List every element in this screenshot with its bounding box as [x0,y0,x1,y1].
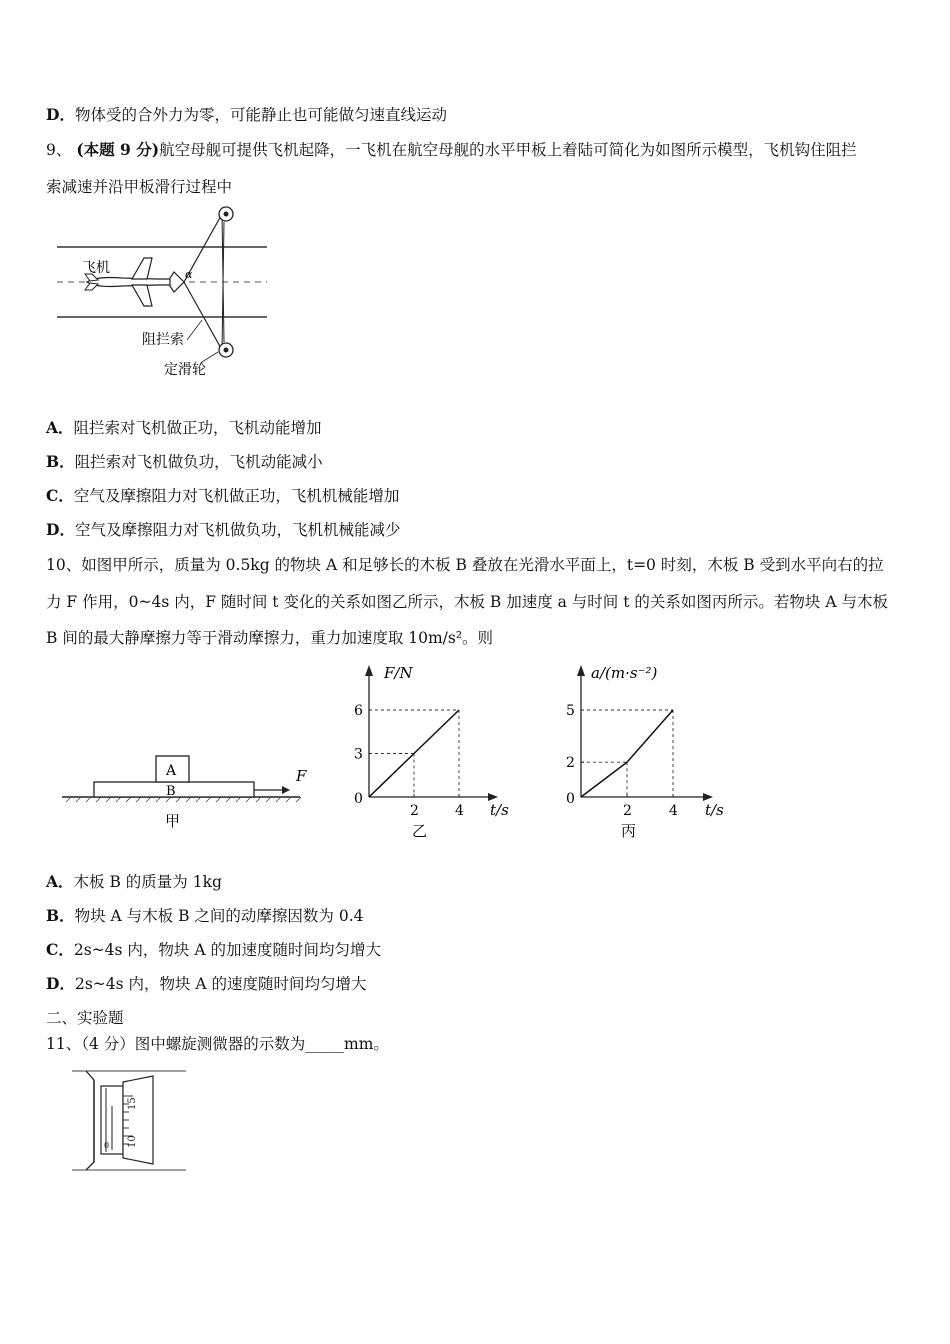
block-board-figure [60,740,330,840]
y-tick-label-5: 5 [566,703,575,719]
tail-hook [170,272,184,292]
q10-stem-line2: 力 F 作用，0~4s 内，F 随时间 t 变化的关系如图乙所示，木板 B 加速度 a 与时间 t 的关系如图丙所示。若物块 A 与木板 [46,593,888,611]
q10-option-a [46,870,222,892]
sleeve-left-edge [86,1071,94,1170]
option-label: B． [46,906,75,925]
y-tick-label-3: 3 [354,746,363,763]
x-tick-label-4: 4 [669,803,678,819]
option-label: A． [46,872,74,891]
q10-option-b [46,904,363,926]
x-axis-arrow-icon [488,793,498,801]
cable-label: 阻拦索 [142,332,184,348]
arresting-cable-figure [52,200,274,385]
plot-area [354,703,464,819]
q8-option-d [46,103,447,125]
y-axis-label: F/N [384,664,413,682]
option-text: 木板 B 的质量为 1kg [73,873,222,891]
y-tick-label-2: 2 [566,755,575,772]
a-t-chart [555,660,740,840]
option-label: D． [46,105,75,124]
origin-label: 0 [566,791,575,807]
y-axis-arrow-icon [577,665,585,676]
y-tick-label-6: 6 [354,703,363,719]
question-number: 9、 [46,141,72,159]
section-title: 二、实验题 [46,1009,124,1027]
q10-option-d [46,972,367,994]
x-axis-arrow-icon [703,793,713,801]
q9-stem-line1 [46,138,857,160]
tick-0: 0 [104,1141,110,1150]
option-label: C． [46,486,74,505]
q9-option-d [46,518,400,540]
pulley-label: 定滑轮 [164,362,206,378]
option-text: 空气及摩擦阻力对飞机做负功，飞机机械能减少 [74,521,401,539]
option-text: 阻拦索对飞机做正功，飞机动能增加 [73,419,322,437]
origin-label: 0 [354,791,363,807]
option-text: 物块 A 与木板 B 之间的动摩擦因数为 0.4 [74,907,364,925]
f-t-chart [340,660,525,840]
caption-bing: 丙 [621,822,637,840]
micrometer-figure [68,1066,193,1176]
tick-15: 15 [127,1097,138,1110]
option-label: D． [46,974,75,993]
option-label: C． [46,940,74,959]
block-a-label: A [166,763,177,779]
option-label: A． [46,418,74,437]
option-label: B． [46,452,75,471]
q10-stem-line3: B 间的最大静摩擦力等于滑动摩擦力，重力加速度取 10m/s²。则 [46,629,494,647]
x-tick-label-2: 2 [410,803,419,819]
q9-option-a [46,416,322,438]
x-tick-label-2: 2 [623,803,632,819]
stem-text: 航空母舰可提供飞机起降，一飞机在航空母舰的水平甲板上着陆可简化为如图所示模型，飞机钩住阻拦 [159,141,857,159]
question-points: (本题 9 分) [76,140,160,159]
airplane-label: 飞机 [82,260,110,276]
force-arrow-head-icon [282,786,290,794]
plot-area [566,703,678,819]
series-line [581,710,673,797]
option-text: 空气及摩擦阻力对飞机做正功，飞机机械能增加 [73,487,400,505]
option-text: 阻拦索对飞机做负功，飞机动能减小 [74,453,323,471]
board-b-label: B [166,784,176,799]
q11-stem: 11、（4 分）图中螺旋测微器的示数为_____mm。 [46,1035,389,1053]
force-label: F [296,767,307,785]
x-axis-label: t/s [705,801,724,819]
tick-10: 10 [127,1135,138,1148]
option-text: 物体受的合外力为零，可能静止也可能做匀速直线运动 [74,106,447,124]
y-axis-label: a/(m·s⁻²) [591,664,658,682]
angle-label: α [185,268,193,281]
q9-stem-line2: 索减速并沿甲板滑行过程中 [46,178,233,196]
option-text: 2s~4s 内，物块 A 的速度随时间均匀增大 [74,975,367,993]
caption-jia: 甲 [165,812,181,830]
option-text: 2s~4s 内，物块 A 的加速度随时间均匀增大 [73,941,381,959]
y-axis-arrow-icon [365,665,373,676]
q9-option-c [46,484,399,506]
x-tick-label-4: 4 [455,803,464,819]
x-axis-label: t/s [490,801,509,819]
option-label: D． [46,520,75,539]
caption-yi: 乙 [412,822,428,840]
q10-option-c [46,938,381,960]
q10-stem-line1: 10、如图甲所示，质量为 0.5kg 的物块 A 和足够长的木板 B 叠放在光滑水平面上，t=0 时刻，木板 B 受到水平向右的拉 [46,556,884,574]
cable-lower [184,282,222,350]
q9-option-b [46,450,323,472]
